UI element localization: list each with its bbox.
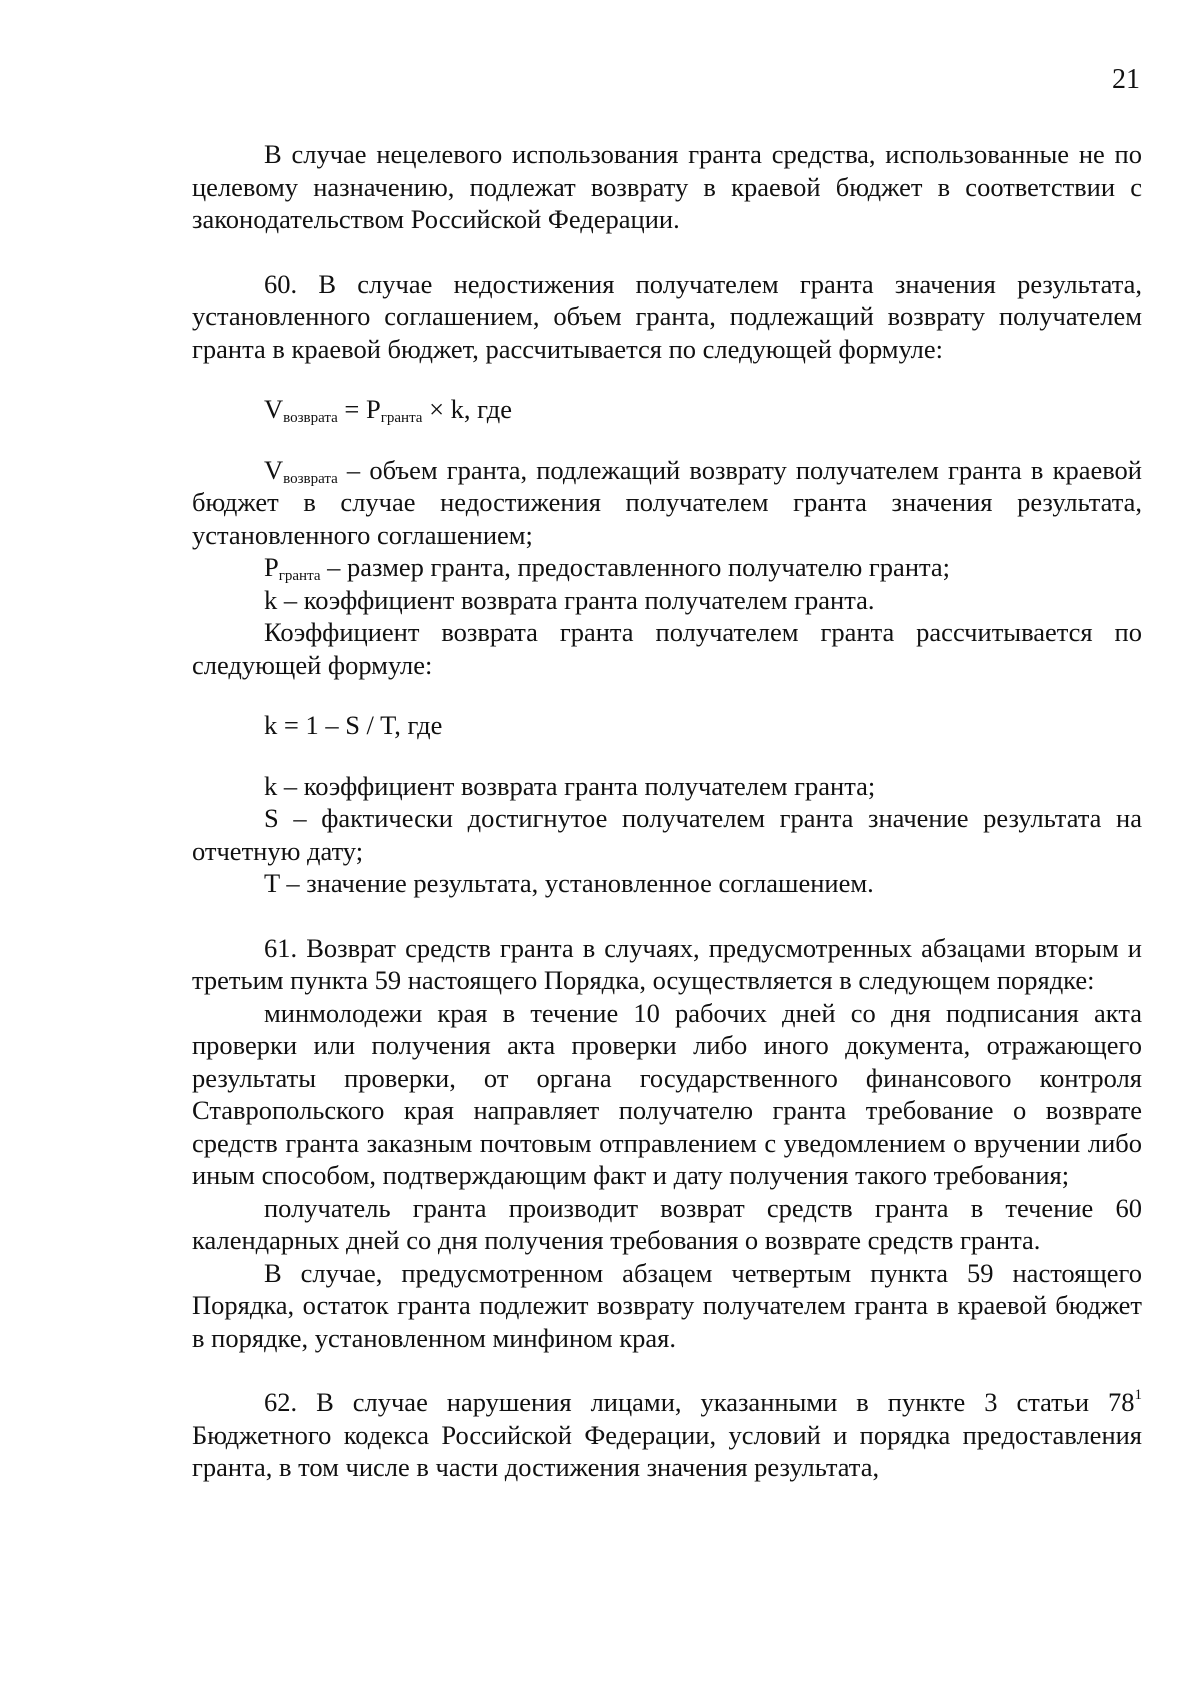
- definition-p-symbol: P: [264, 552, 279, 582]
- formula-v-symbol: V: [264, 394, 284, 424]
- paragraph-minmolodezhi: минмолодежи края в течение 10 рабочих дней со дня подписания акта проверки или получения акта проверки либо иного документа, отражающего результаты проверки, от органа государственного финансового контроля Ставропольского края направляет получателю гранта требование о возврате средств гранта заказным почтовым отправлением с уведомлением о вручении либо иным способом, подтверждающим факт и дату получения такого требования;: [192, 997, 1142, 1190]
- definition-v-symbol: V: [264, 454, 284, 485]
- definition-t: T – значение результата, установленное соглашением.: [264, 868, 874, 898]
- paragraph-remainder: В случае, предусмотренном абзацем четвертым пункта 59 настоящего Порядка, остаток гранта подлежит возврату получателем гранта в краевой бюджет в порядке, установленном минфином края.: [192, 1257, 1142, 1353]
- definition-s: S – фактически достигнутое получателем гранта значение результата на отчетную дату;: [192, 803, 1142, 866]
- paragraph-62-superscript: 1: [1134, 1387, 1142, 1403]
- definition-p-text: – размер гранта, предоставленного получателю гранта;: [320, 552, 951, 582]
- paragraph-62-part-a: 62. В случае нарушения лицами, указанными в пункте 3 статьи 78: [264, 1387, 1135, 1417]
- paragraph-62: [192, 1386, 1142, 1484]
- formula-coefficient: k = 1 – S / T, где: [264, 710, 443, 740]
- paragraph-61: 61. Возврат средств гранта в случаях, предусмотренных абзацами вторым и третьим пункта 59 настоящего Порядка, осуществляется в следующем порядке:: [192, 932, 1142, 995]
- formula-p-subscript: гранта: [380, 410, 423, 426]
- paragraph-62-part-b: Бюджетного кодекса Российской Федерации, условий и порядка предоставления гранта, в том числе в части достижения значения результата,: [192, 1419, 1142, 1482]
- paragraph-coefficient: Коэффициент возврата гранта получателем гранта рассчитывается по следующей формуле:: [192, 617, 1142, 680]
- definition-v: [192, 454, 1142, 552]
- paragraph-recipient-return: получатель гранта производит возврат средств гранта в течение 60 календарных дней со дня получения требования о возврате средств гранта.: [192, 1192, 1142, 1255]
- definition-p: [192, 551, 1142, 584]
- definition-p-subscript: гранта: [278, 568, 321, 584]
- document-body: [192, 138, 1142, 1484]
- formula-rest: × k, где: [422, 394, 512, 424]
- definition-k: k – коэффициент возврата гранта получателем гранта.: [264, 584, 875, 615]
- definition-k-2: k – коэффициент возврата гранта получателем гранта;: [264, 770, 876, 801]
- formula-v-subscript: возврата: [283, 410, 338, 426]
- definition-v-text: – объем гранта, подлежащий возврату получателем гранта в краевой бюджет в случае недостижения получателем гранта значения результата, установленного соглашением;: [192, 454, 1142, 550]
- paragraph-misuse: В случае нецелевого использования гранта средства, использованные не по целевому назначению, подлежат возврату в краевой бюджет в соответствии с законодательством Российской Федерации.: [192, 139, 1142, 234]
- paragraph-60: 60. В случае недостижения получателем гранта значения результата, установленного соглашением, объем гранта, подлежащий возврату получателем гранта в краевой бюджет, рассчитывается по следующей формуле:: [192, 268, 1142, 364]
- formula-return-volume: [192, 393, 1142, 426]
- definition-v-subscript: возврата: [283, 470, 338, 487]
- formula-eq-p: = P: [337, 394, 381, 424]
- page-number: 21: [1112, 64, 1140, 95]
